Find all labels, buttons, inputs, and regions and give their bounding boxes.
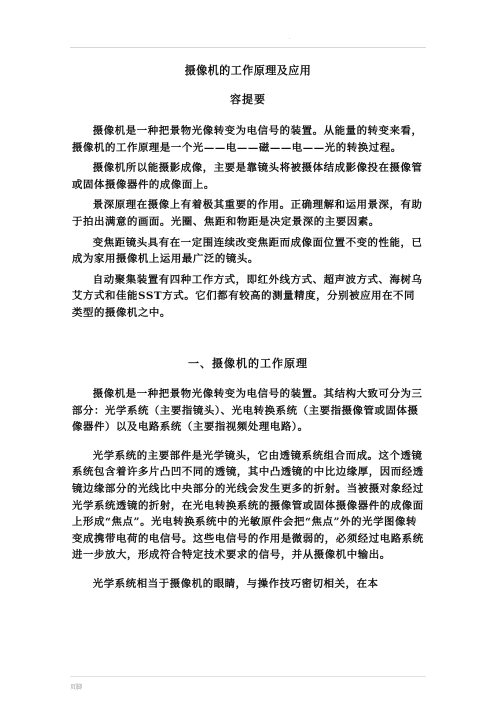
header-rule: [70, 47, 426, 48]
abstract-paragraph: 变焦距镜头具有在一定围连续改变焦距而成像面位置不变的性能，已成为家用摄像机上运用最广泛的镜头。: [72, 236, 423, 266]
footer-label: 页脚: [70, 684, 83, 691]
header-mark: .: [289, 35, 291, 41]
section-heading: 一、摄像机的工作原理: [188, 357, 308, 370]
footer-rule: [70, 676, 426, 677]
abstract-body: [72, 123, 424, 326]
abstract-paragraph: 自动聚集装置有四种工作方式，即红外线方式、超声波方式、海树乌艾方式和佳能SST方式。它们都有较高的测量精度，分别被应用在不同类型的摄像机之中。: [72, 273, 423, 319]
document-title: 摄像机的工作原理及应用: [184, 64, 312, 77]
section-paragraph: 摄像机是一种把景物光像转变为电信号的装置。其结构大致可分为三部分：光学系统（主要指镜头）、光电转换系统（主要指摄像管或固体摄像器件）以及电路系统（主要指视频处理电路）。: [72, 388, 423, 434]
abstract-paragraph: 摄像机所以能摄影成像，主要是靠镜头将被摄体结成影像投在摄像管或固体摄像器件的成像面上。: [72, 162, 423, 191]
abstract-heading: 容提要: [230, 93, 266, 106]
section-paragraph: 光学系统相当于摄像机的眼睛，与操作技巧密切相关，在本: [92, 577, 379, 590]
abstract-paragraph: 景深原理在摄像上有着极其重要的作用。正确理解和运用景深，有助于拍出满意的画面。光圈、焦距和物距是决定景深的主要因素。: [72, 199, 423, 228]
abstract-paragraph: 摄像机是一种把景物光像转变为电信号的装置。从能量的转变来看，摄像机的工作原理是一个光——电——磁——电——光的转换过程。: [72, 125, 423, 154]
section-body: [72, 386, 424, 597]
section-paragraph: 光学系统的主要部件是光学镜头，它由透镜系统组合而成。这个透镜系统包含着许多片凸凹不同的透镜，其中凸透镜的中比边缘厚，因而经透镜边缘部分的光线比中央部分的光线会发生更多的折射。当被摄对象经过光学系统透镜的折射，在光电转换系统的摄像管或固体摄像器件的成像面上形成“焦点”。光电转换系统中的光敏原件会把“焦点”外的光学图像转变成携带电荷的电信号。这些电信号的作用是微弱的，必须经过电路系统进一步放大，形成符合特定技术要求的信号，并从摄像机中输出。: [72, 449, 424, 562]
